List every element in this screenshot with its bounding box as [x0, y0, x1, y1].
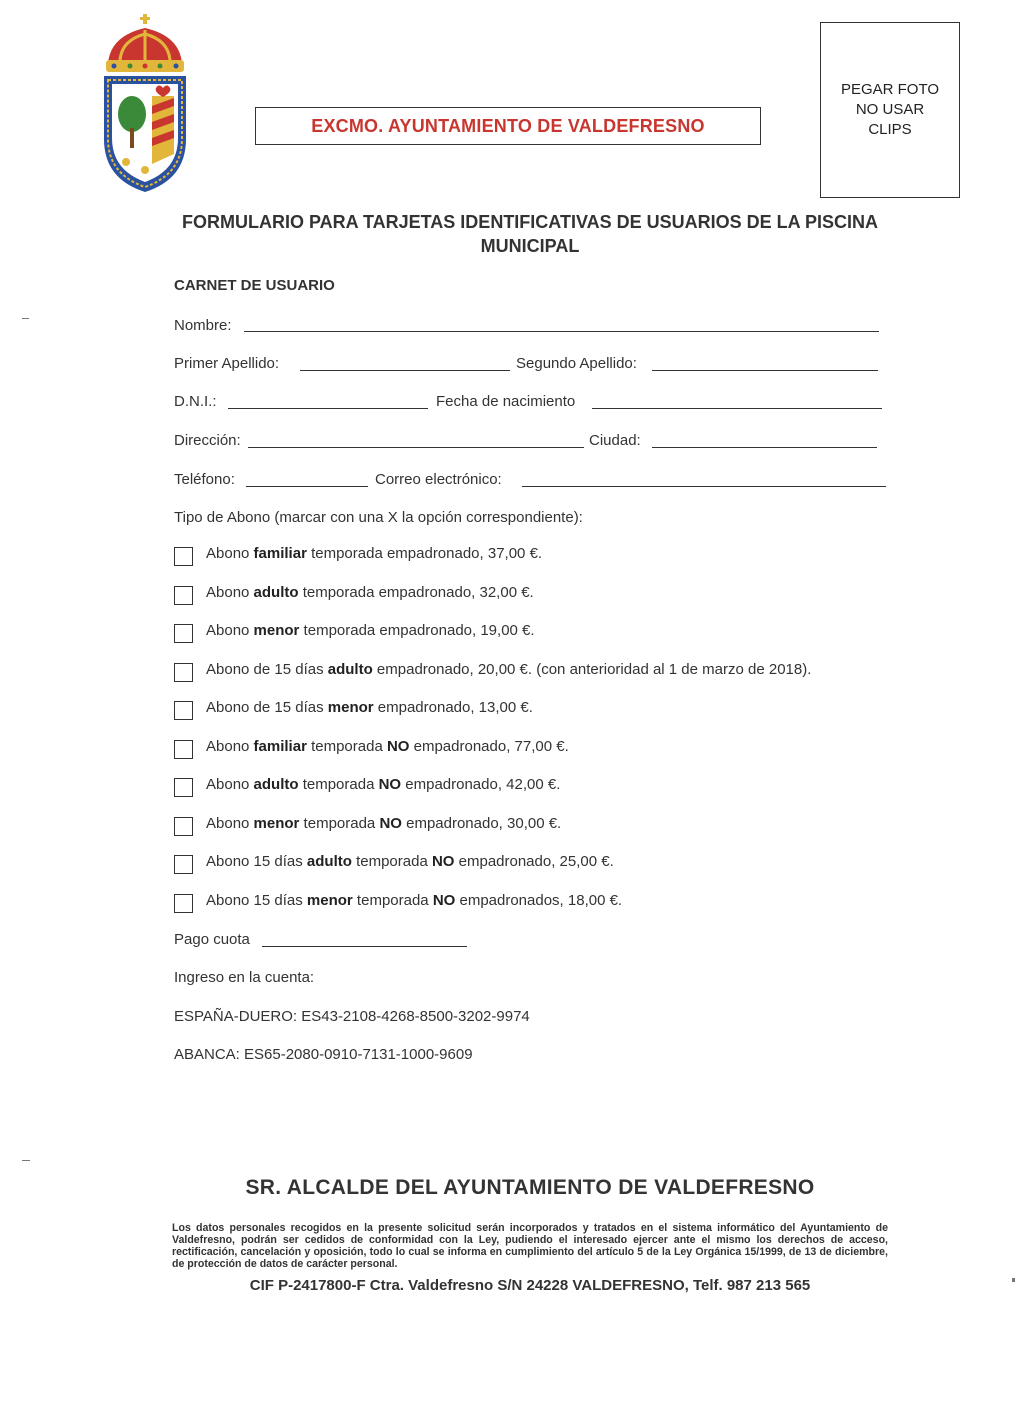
abono-option-text: menor [253, 815, 300, 832]
abono-option-text: empadronado, 42,00 €. [401, 776, 561, 793]
abono-option-text: temporada empadronado, 19,00 €. [299, 622, 535, 639]
abono-option-text: temporada [299, 815, 380, 832]
ciudad-field[interactable] [652, 447, 877, 448]
abono-option-label [206, 545, 542, 562]
segundo-apellido-label: Segundo Apellido: [516, 355, 637, 372]
dni-label: D.N.I.: [174, 393, 217, 410]
fecha-nacimiento-label: Fecha de nacimiento [436, 393, 576, 410]
abono-checkbox[interactable] [174, 586, 193, 605]
abono-option-text: temporada empadronado, 37,00 €. [306, 545, 543, 562]
abono-option-text: NO [378, 776, 402, 793]
abono-option-text: temporada [306, 738, 387, 755]
abono-option-text: familiar [253, 545, 307, 562]
cif-address-line: CIF P-2417800-F Ctra. Valdefresno S/N 24228 VALDEFRESNO, Telf. 987 213 565 [249, 1277, 811, 1294]
dni-field[interactable] [228, 408, 428, 409]
abono-option-text: Abono [206, 776, 254, 793]
abono-option-label [206, 892, 622, 909]
cuenta-abanca: ABANCA: ES65-2080-0910-7131-1000-9609 [174, 1046, 473, 1063]
direccion-field[interactable] [248, 447, 584, 448]
telefono-label: Teléfono: [174, 471, 235, 488]
abono-prompt: Tipo de Abono (marcar con una X la opción correspondiente): [174, 509, 583, 526]
abono-option-text: temporada [351, 853, 432, 870]
abono-option-text: adulto [253, 584, 299, 601]
abono-option-text: empadronado, 13,00 €. [373, 699, 533, 716]
abono-option-text: Abono [206, 584, 254, 601]
section-heading: CARNET DE USUARIO [174, 277, 335, 294]
correo-field[interactable] [522, 486, 886, 487]
abono-option-text: temporada empadronado, 32,00 €. [298, 584, 534, 601]
scan-speck [22, 1160, 30, 1161]
abono-option-text: NO [379, 815, 402, 832]
abono-option-text: menor [306, 892, 353, 909]
abono-checkbox[interactable] [174, 855, 193, 874]
abono-option-label [206, 699, 533, 716]
abono-option-text: familiar [253, 738, 307, 755]
abono-option-text: empadronado, 20,00 €. (con anterioridad al 1 de marzo de 2018). [372, 661, 812, 678]
abono-checkbox[interactable] [174, 663, 193, 682]
abono-option-text: Abono 15 días [206, 853, 307, 870]
abono-checkbox[interactable] [174, 817, 193, 836]
abono-option-text: NO [432, 892, 456, 909]
abono-checkbox[interactable] [174, 778, 193, 797]
abono-option-text: empadronado, 77,00 €. [409, 738, 569, 755]
abono-option-label [206, 622, 535, 639]
primer-apellido-label: Primer Apellido: [174, 355, 280, 372]
coat-of-arms-logo [100, 14, 190, 194]
abono-option-text: adulto [327, 661, 373, 678]
ingreso-label: Ingreso en la cuenta: [174, 969, 315, 986]
header-title: EXCMO. AYUNTAMIENTO DE VALDEFRESNO [311, 115, 705, 136]
abono-option-text: NO [431, 853, 455, 870]
abono-checkbox[interactable] [174, 624, 193, 643]
primer-apellido-field[interactable] [300, 370, 510, 371]
ciudad-label: Ciudad: [589, 432, 641, 449]
nombre-field[interactable] [244, 331, 879, 332]
cuenta-espana-duero: ESPAÑA-DUERO: ES43-2108-4268-8500-3202-9974 [174, 1008, 530, 1025]
abono-option-label [206, 815, 561, 832]
abono-option-label [206, 661, 811, 678]
telefono-field[interactable] [246, 486, 368, 487]
abono-option-text: menor [327, 699, 374, 716]
abono-option-text: empadronado, 25,00 €. [454, 853, 614, 870]
photo-placeholder-box [820, 22, 960, 198]
abono-option-text: Abono [206, 815, 254, 832]
segundo-apellido-field[interactable] [652, 370, 878, 371]
abono-option-text: menor [253, 622, 300, 639]
pago-cuota-field[interactable] [262, 946, 467, 947]
abono-option-text: empadronados, 18,00 €. [455, 892, 623, 909]
abono-option-label [206, 584, 534, 601]
scan-speck [1012, 1278, 1015, 1282]
abono-option-text: temporada [298, 776, 379, 793]
form-title: FORMULARIO PARA TARJETAS IDENTIFICATIVAS DE USUARIOS DE LA PISCINA MUNICIPAL [181, 212, 878, 256]
correo-label: Correo electrónico: [375, 471, 502, 488]
legal-notice: Los datos personales recogidos en la presente solicitud serán incorporados y tratados en el sistema informático del Ayuntamiento de Valdefresno, podrán ser cedidos de conformidad con la Ley, pudiendo el interesado ejercer ante el mismo los derechos de acceso, rectificación, cancelación y oposición, todo lo cual se informa en cumplimiento del artículo 5 de la Ley Orgánica 15/1999, de 13 de diciembre, de protección de datos de carácter personal. [172, 1222, 888, 1270]
abono-option-text: adulto [253, 776, 299, 793]
abono-option-text: Abono de 15 días [206, 661, 328, 678]
abono-option-label [206, 853, 614, 870]
abono-option-text: adulto [306, 853, 352, 870]
abono-option-text: Abono [206, 622, 254, 639]
recipient-title: SR. ALCALDE DEL AYUNTAMIENTO DE VALDEFRESNO [245, 1176, 815, 1199]
header-title-box [255, 107, 761, 145]
abono-option-label [206, 776, 560, 793]
abono-checkbox[interactable] [174, 740, 193, 759]
pago-cuota-label: Pago cuota [174, 931, 250, 948]
abono-option-text: Abono [206, 545, 254, 562]
abono-option-text: temporada [352, 892, 433, 909]
abono-checkbox[interactable] [174, 547, 193, 566]
photo-placeholder-text: PEGAR FOTO NO USAR CLIPS [840, 81, 940, 138]
abono-option-text: empadronado, 30,00 €. [401, 815, 562, 832]
nombre-label: Nombre: [174, 317, 232, 334]
fecha-nacimiento-field[interactable] [592, 408, 882, 409]
abono-option-label [206, 738, 569, 755]
direccion-label: Dirección: [174, 432, 241, 449]
abono-option-text: Abono 15 días [206, 892, 307, 909]
scan-speck [22, 318, 29, 319]
abono-option-text: NO [386, 738, 410, 755]
abono-checkbox[interactable] [174, 701, 193, 720]
abono-checkbox[interactable] [174, 894, 193, 913]
abono-option-text: Abono de 15 días [206, 699, 328, 716]
abono-option-text: Abono [206, 738, 254, 755]
